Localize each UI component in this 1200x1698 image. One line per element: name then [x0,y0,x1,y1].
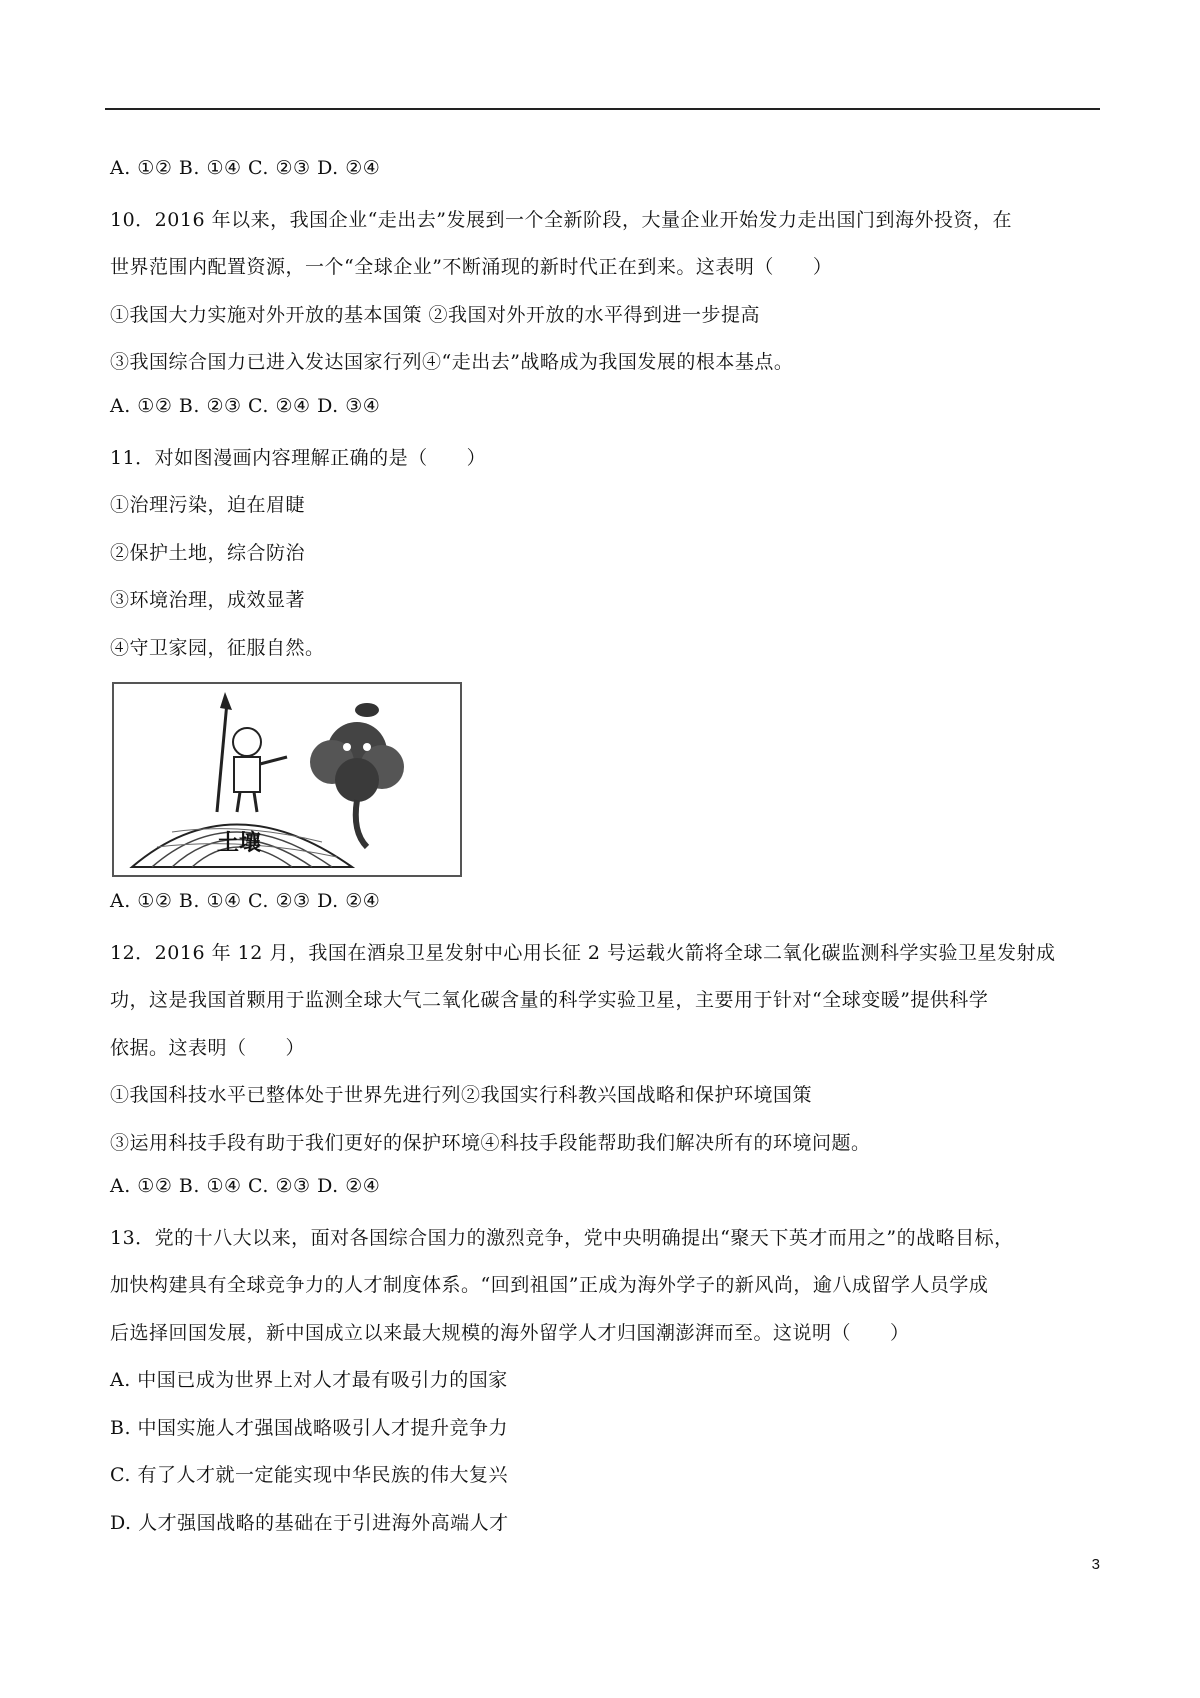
q11-item-2: ②保护土地，综合防治 [110,542,306,564]
cartoon-soil-label: 土壤 [217,831,262,856]
q10-stem-line-2: 世界范围内配置资源，一个“全球企业”不断涌现的新时代正在到来。这表明（ ） [110,256,833,278]
page-number: 3 [1091,1556,1100,1573]
q13-option-d: D. 人才强国战略的基础在于引进海外高端人才 [110,1512,509,1534]
q12-item-line-1: ①我国科技水平已整体处于世界先进行列②我国实行科教兴国战略和保护环境国策 [110,1084,813,1106]
q13-stem-line-3: 后选择回国发展，新中国成立以来最大规模的海外留学人才归国潮澎湃而至。这说明（ ） [110,1322,910,1344]
q10-stem-line-1: 10．2016 年以来，我国企业“走出去”发展到一个全新阶段，大量企业开始发力走出国门到海外投资，在 [110,209,1012,231]
q13-stem-line-1: 13．党的十八大以来，面对各国综合国力的激烈竞争，党中央明确提出“聚天下英才而用之”的战略目标， [110,1227,1014,1249]
q11-item-1: ①治理污染，迫在眉睫 [110,494,306,516]
q11-item-4: ④守卫家园，征服自然。 [110,637,325,659]
q13-option-a: A. 中国已成为世界上对人才最有吸引力的国家 [110,1369,508,1391]
q13-option-b: B. 中国实施人才强国战略吸引人才提升竞争力 [110,1417,509,1439]
q13-stem-line-2: 加快构建具有全球竞争力的人才制度体系。“回到祖国”正成为海外学子的新风尚，逾八成留学人员学成 [110,1274,989,1296]
q11-options: A. ①② B. ①④ C. ②③ D. ②④ [110,890,381,912]
q12-stem-line-3: 依据。这表明（ ） [110,1037,306,1059]
q12-item-line-2: ③运用科技手段有助于我们更好的保护环境④科技手段能帮助我们解决所有的环境问题。 [110,1132,871,1154]
q10-options: A. ①② B. ②③ C. ②④ D. ③④ [110,395,381,417]
q12-stem-line-1: 12．2016 年 12 月，我国在酒泉卫星发射中心用长征 2 号运载火箭将全球二氧化碳监测科学实验卫星发射成 [110,942,1056,964]
q11-item-3: ③环境治理，成效显著 [110,589,306,611]
q10-item-line-2: ③我国综合国力已进入发达国家行列④“走出去”战略成为我国发展的根本基点。 [110,351,794,373]
q11-stem: 11．对如图漫画内容理解正确的是（ ） [110,447,487,469]
q10-item-line-1: ①我国大力实施对外开放的基本国策 ②我国对外开放的水平得到进一步提高 [110,304,761,326]
q11-cartoon-image [112,682,462,877]
q12-stem-line-2: 功，这是我国首颗用于监测全球大气二氧化碳含量的科学实验卫星，主要用于针对“全球变暖”提供科学 [110,989,989,1011]
q9-options: A. ①② B. ①④ C. ②③ D. ②④ [110,157,381,179]
q13-option-c: C. 有了人才就一定能实现中华民族的伟大复兴 [110,1464,508,1486]
q12-options: A. ①② B. ①④ C. ②③ D. ②④ [110,1175,381,1197]
header-rule [105,108,1100,110]
